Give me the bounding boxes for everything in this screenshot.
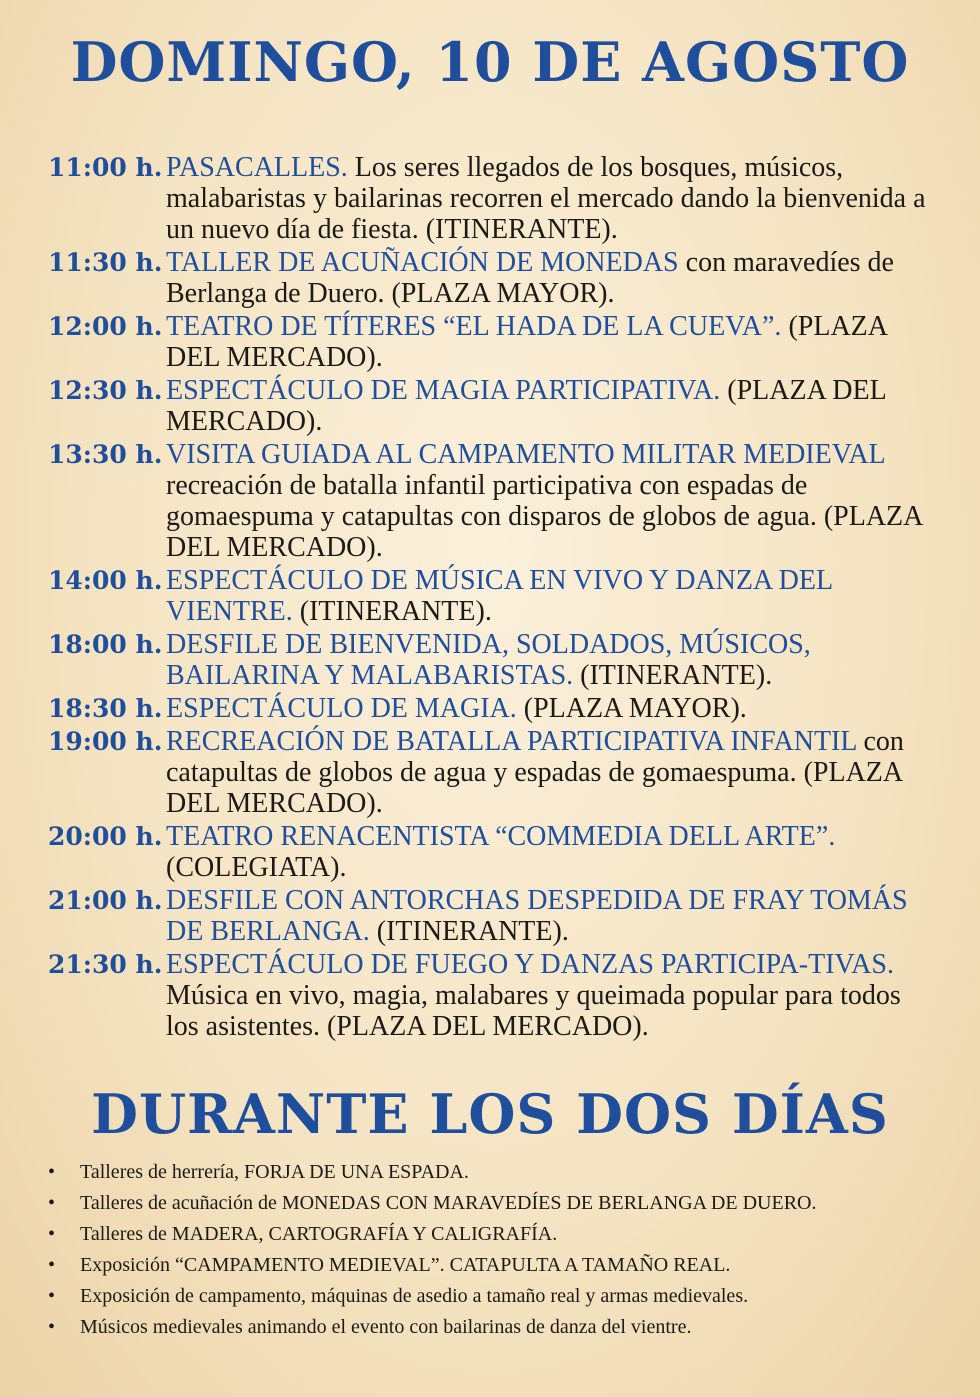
event-details: (ITINERANTE). bbox=[369, 916, 569, 947]
event-details: Música en vivo, magia, malabares y queimada popular para todos los asistentes. (PLAZA DEL MERCADO). bbox=[166, 980, 901, 1042]
event-time: 21:00 h. bbox=[48, 886, 163, 915]
event-time: 19:00 h. bbox=[48, 727, 163, 756]
schedule-item bbox=[0, 375, 926, 437]
event-time: 18:00 h. bbox=[48, 630, 163, 659]
schedule-item bbox=[0, 821, 926, 883]
schedule-item bbox=[0, 311, 926, 373]
bullet-icon: • bbox=[48, 1192, 56, 1214]
event-details: (ITINERANTE). bbox=[292, 596, 492, 627]
page-title: DOMINGO, 10 DE AGOSTO bbox=[70, 30, 910, 94]
schedule-item bbox=[0, 629, 926, 691]
schedule-item bbox=[0, 247, 926, 309]
list-item-text: Talleres de acuñación de MONEDAS CON MARAVEDÍES DE BERLANGA DE DUERO. bbox=[80, 1192, 817, 1214]
schedule-list bbox=[0, 152, 980, 1042]
event-details: Los seres llegados de los bosques, músicos, malabaristas y bailarinas recorren el mercado dando la bienvenida a un nuevo día de fiesta. (ITINERANTE). bbox=[166, 152, 926, 245]
event-time: 18:30 h. bbox=[48, 694, 163, 723]
list-item bbox=[48, 1160, 928, 1185]
event-title: DESFILE DE BIENVENIDA, SOLDADOS, MÚSICOS, BAILARINA Y MALABARISTAS. bbox=[166, 629, 811, 691]
list-item-text: Talleres de MADERA, CARTOGRAFÍA Y CALIGRAFÍA. bbox=[80, 1223, 558, 1245]
schedule-item bbox=[0, 152, 926, 245]
bullet-icon: • bbox=[48, 1285, 56, 1307]
event-time: 11:30 h. bbox=[48, 248, 163, 277]
event-time: 11:00 h. bbox=[48, 153, 163, 182]
event-title: ESPECTÁCULO DE MÚSICA EN VIVO Y DANZA DEL VIENTRE. bbox=[166, 565, 833, 627]
schedule-item bbox=[0, 726, 926, 819]
event-title: VISITA GUIADA AL CAMPAMENTO MILITAR MEDIEVAL bbox=[166, 439, 885, 470]
event-title: ESPECTÁCULO DE MAGIA. bbox=[166, 693, 517, 724]
event-details: (COLEGIATA). bbox=[166, 852, 347, 883]
event-details: recreación de batalla infantil participativa con espadas de gomaespuma y catapultas con disparos de globos de agua. (PLAZA DEL MERCADO). bbox=[166, 470, 922, 563]
event-time: 12:30 h. bbox=[48, 376, 163, 405]
list-item bbox=[48, 1191, 928, 1216]
list-item-text: Talleres de herrería, FORJA DE UNA ESPADA. bbox=[80, 1161, 469, 1183]
list-item bbox=[48, 1284, 928, 1309]
schedule-item bbox=[0, 949, 926, 1042]
event-title: TEATRO DE TÍTERES “EL HADA DE LA CUEVA”. bbox=[166, 311, 782, 342]
event-time: 12:00 h. bbox=[48, 312, 163, 341]
list-item-text: Exposición “CAMPAMENTO MEDIEVAL”. CATAPULTA A TAMAÑO REAL. bbox=[80, 1254, 731, 1276]
event-details: con maravedíes de Berlanga de Duero. (PLAZA MAYOR). bbox=[166, 247, 894, 309]
event-title: TEATRO RENACENTISTA “COMMEDIA DELL ARTE”. bbox=[166, 821, 836, 852]
event-title: TALLER DE ACUÑACIÓN DE MONEDAS bbox=[166, 247, 679, 278]
schedule-item bbox=[0, 693, 926, 724]
event-details: (PLAZA DEL MERCADO). bbox=[166, 375, 886, 437]
bullet-icon: • bbox=[48, 1223, 56, 1245]
event-details: (PLAZA MAYOR). bbox=[516, 693, 747, 724]
activities-list bbox=[0, 1160, 928, 1340]
schedule-item bbox=[0, 885, 926, 947]
event-title: RECREACIÓN DE BATALLA PARTICIPATIVA INFANTIL bbox=[166, 726, 857, 757]
list-item bbox=[48, 1253, 928, 1278]
event-time: 21:30 h. bbox=[48, 950, 163, 979]
event-details: (ITINERANTE). bbox=[573, 660, 773, 691]
event-title: ESPECTÁCULO DE MAGIA PARTICIPATIVA. bbox=[166, 375, 721, 406]
bullet-icon: • bbox=[48, 1316, 56, 1338]
event-details: con catapultas de globos de agua y espadas de gomaespuma. (PLAZA DEL MERCADO). bbox=[166, 726, 904, 819]
event-title: ESPECTÁCULO DE FUEGO Y DANZAS PARTICIPA-TIVAS. bbox=[166, 949, 894, 980]
event-title: DESFILE CON ANTORCHAS DESPEDIDA DE FRAY TOMÁS DE BERLANGA. bbox=[166, 885, 908, 947]
list-item-text: Exposición de campamento, máquinas de asedio a tamaño real y armas medievales. bbox=[80, 1285, 749, 1307]
list-item bbox=[48, 1315, 928, 1340]
event-time: 14:00 h. bbox=[48, 566, 163, 595]
bullet-icon: • bbox=[48, 1254, 56, 1276]
section-title: DURANTE LOS DOS DÍAS bbox=[91, 1082, 889, 1146]
event-time: 20:00 h. bbox=[48, 822, 163, 851]
event-details: (PLAZA DEL MERCADO). bbox=[166, 311, 887, 373]
event-time: 13:30 h. bbox=[48, 440, 163, 469]
list-item-text: Músicos medievales animando el evento con bailarinas de danza del vientre. bbox=[80, 1316, 692, 1338]
schedule-item bbox=[0, 439, 926, 563]
bullet-icon: • bbox=[48, 1161, 56, 1183]
list-item bbox=[48, 1222, 928, 1247]
event-title: PASACALLES. bbox=[166, 152, 348, 183]
schedule-item bbox=[0, 565, 926, 627]
